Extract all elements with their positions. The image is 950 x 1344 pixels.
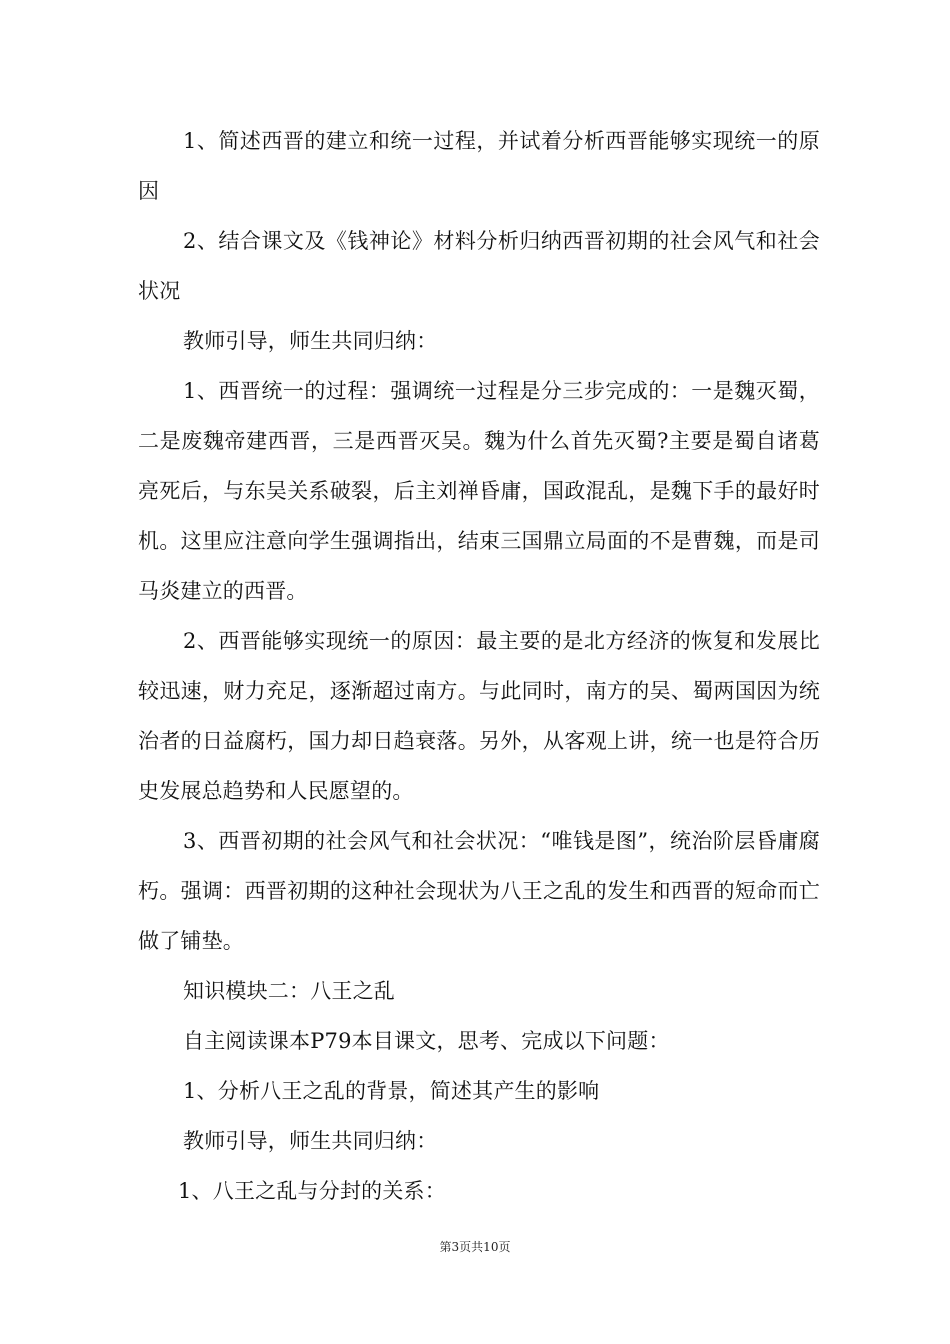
paragraph-social-conditions: 3、西晋初期的社会风气和社会状况：“唯钱是图”，统治阶层昏庸腐朽。强调：西晋初期的这种社会现状为八王之乱的发生和西晋的短命而亡做了铺垫。 xyxy=(138,829,820,953)
paragraph-reading-task: 自主阅读课本P79本目课文，思考、完成以下问题： xyxy=(183,1029,670,1053)
paragraph-teacher-guide: 教师引导，师生共同归纳： xyxy=(183,329,438,353)
paragraph-unification-process: 1、西晋统一的过程：强调统一过程是分三步完成的：一是魏灭蜀，二是废魏帝建西晋，三是西晋灭吴。魏为什么首先灭蜀?主要是蜀自诸葛亮死后，与东吴关系破裂，后主刘禅昏庸，国政混乱，是魏下手的最好时机。这里应注意向学生强调指出，结束三国鼎立局面的不是曹魏，而是司马炎建立的西晋。 xyxy=(138,379,820,603)
paragraph-question-2: 2、结合课文及《钱神论》材料分析归纳西晋初期的社会风气和社会状况 xyxy=(138,229,820,303)
paragraph-teacher-guide-2: 教师引导，师生共同归纳： xyxy=(183,1129,438,1153)
paragraph-unification-reasons: 2、西晋能够实现统一的原因：最主要的是北方经济的恢复和发展比较迅速，财力充足，逐渐超过南方。与此同时，南方的吴、蜀两国因为统治者的日益腐朽，国力却日趋衰落。另外，从客观上讲，统一也是符合历史发展总趋势和人民愿望的。 xyxy=(138,629,820,803)
paragraph-question-1: 1、简述西晋的建立和统一过程，并试着分析西晋能够实现统一的原因 xyxy=(138,129,820,203)
document-body xyxy=(138,116,820,1216)
page-number-footer: 第3页共10页 xyxy=(439,1240,511,1254)
section-heading-module-2: 知识模块二：八王之乱 xyxy=(183,979,395,1003)
paragraph-eight-princes: 1、八王之乱与分封的关系： xyxy=(178,1179,446,1203)
paragraph-question-3: 1、分析八王之乱的背景，简述其产生的影响 xyxy=(183,1079,600,1103)
